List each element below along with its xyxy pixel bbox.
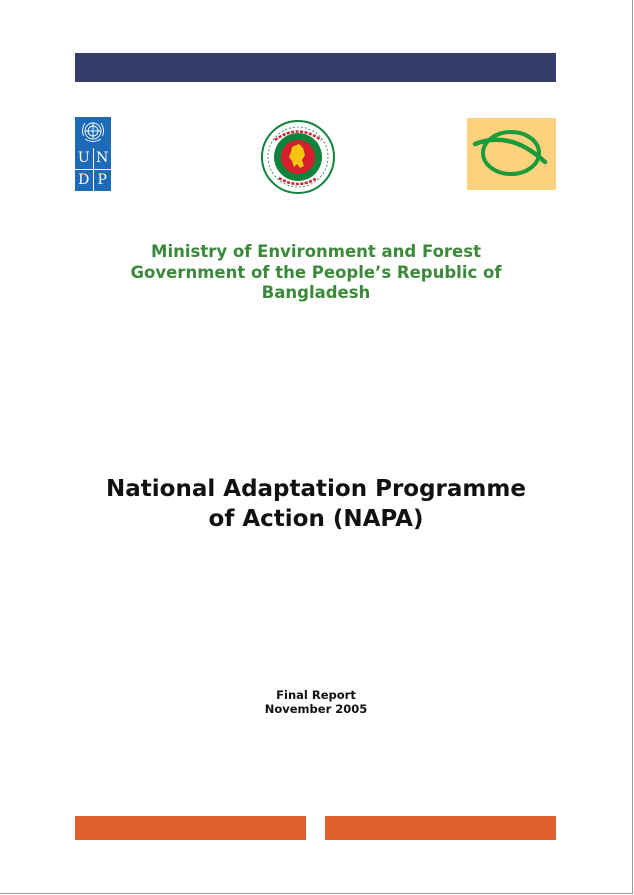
un-emblem-icon [75, 117, 111, 147]
ministry-line-1: Ministry of Environment and Forest [151, 242, 481, 261]
undp-logo [75, 117, 111, 191]
ministry-line-2: Government of the People’s Republic of [130, 262, 502, 282]
bangladesh-government-seal-icon [261, 120, 335, 194]
report-info [0, 688, 632, 716]
bottom-bar-left [75, 816, 306, 840]
ministry-line-3: Bangladesh [261, 283, 371, 302]
ministry-heading [0, 242, 632, 304]
undp-letter-d: D [75, 170, 93, 191]
title-line-2: of Action (NAPA) [208, 506, 424, 532]
undp-letter-p: P [94, 170, 112, 191]
gef-logo [467, 118, 556, 190]
document-title [0, 474, 632, 534]
undp-letter-n: N [94, 148, 112, 169]
top-decorative-band [75, 53, 556, 82]
report-type: Final Report [276, 688, 356, 702]
title-line-1: National Adaptation Programme [106, 476, 526, 502]
bottom-bar-right [325, 816, 556, 840]
gef-globe-icon [467, 118, 556, 190]
report-date: November 2005 [264, 702, 368, 716]
undp-letter-u: U [75, 148, 93, 169]
